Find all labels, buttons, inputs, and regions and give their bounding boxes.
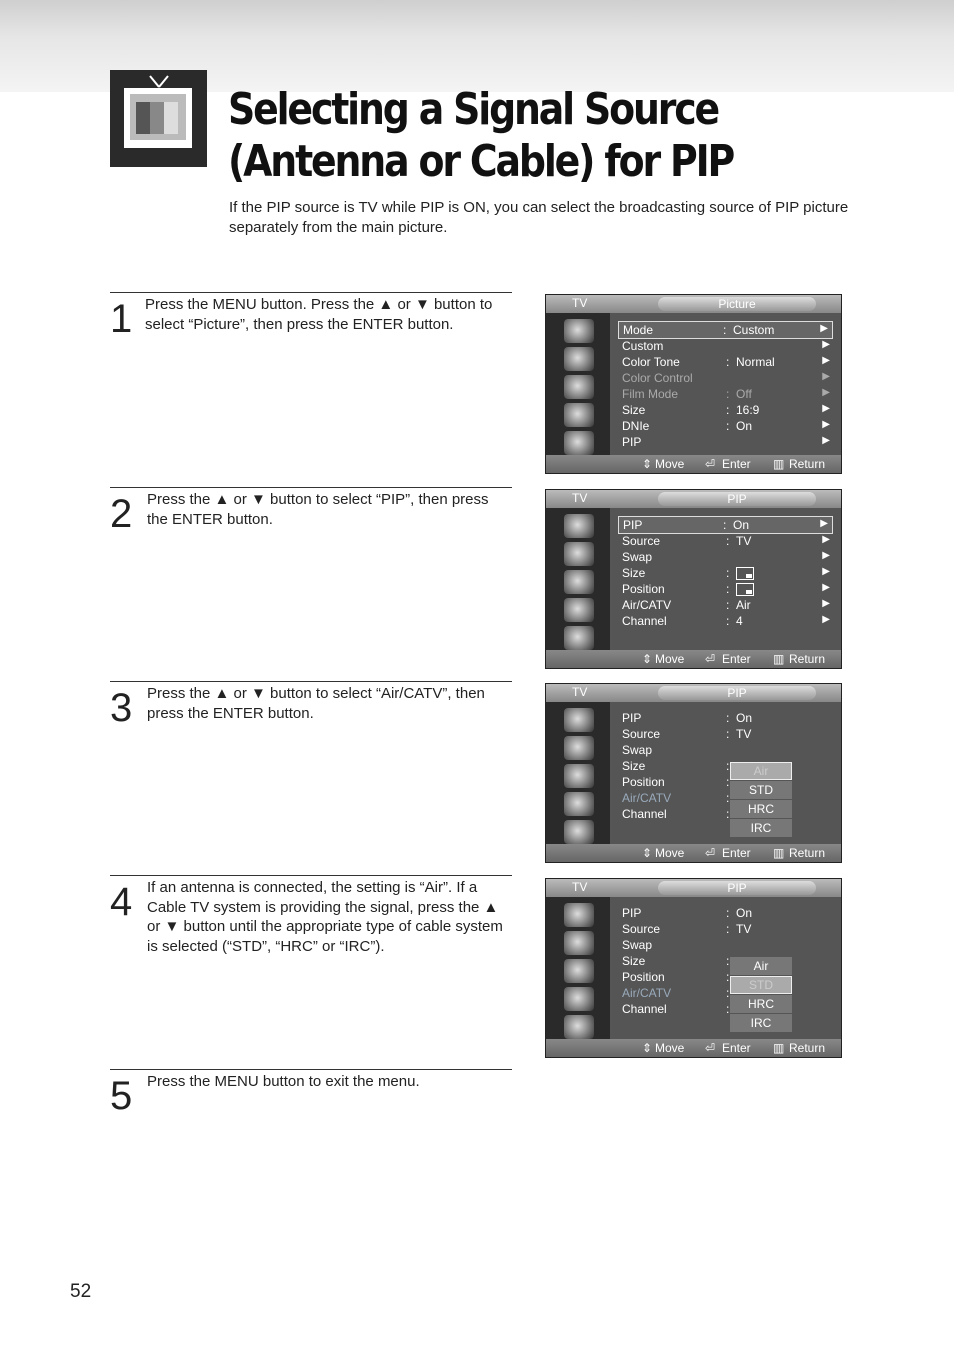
menu-row-size[interactable]: Size : 16:9 ▶: [622, 403, 830, 417]
osd-sidebar: [546, 313, 610, 455]
osd-footer: ⇕ Move ⏎ Enter ▥ Return: [546, 1039, 841, 1057]
menu-row-custom[interactable]: Custom ▶: [622, 339, 830, 353]
move-icon: ⇕: [642, 1041, 653, 1055]
arrow-right-icon: ▶: [822, 419, 830, 430]
step-2: [110, 487, 512, 668]
enter-icon: ⏎: [705, 652, 716, 666]
pip-position-icon: [736, 583, 754, 596]
move-icon: ⇕: [642, 457, 653, 471]
input-icon: [564, 903, 594, 927]
osd-tv-label: TV: [572, 685, 588, 699]
arrow-right-icon: ▶: [822, 566, 830, 577]
step-3: [110, 681, 512, 862]
channel-icon: [564, 987, 594, 1011]
input-icon: [564, 708, 594, 732]
menu-row-mode[interactable]: Mode : Custom ▶: [618, 321, 833, 339]
menu-row-source[interactable]: Source : TV ▶: [622, 534, 830, 548]
option-std[interactable]: STD: [730, 976, 792, 994]
arrow-right-icon: ▶: [820, 323, 828, 334]
arrow-right-icon: ▶: [822, 550, 830, 561]
osd-header: PIP: [658, 686, 816, 700]
arrow-right-icon: ▶: [822, 339, 830, 350]
air-catv-dropdown: [730, 957, 792, 1033]
step-text: Press the ▲ or ▼ button to select “Air/CATV”, then press the ENTER button.: [147, 685, 485, 722]
step-number: 3: [110, 686, 133, 730]
osd-footer: ⇕ Move ⏎ Enter ▥ Return: [546, 844, 841, 862]
option-irc[interactable]: IRC: [730, 819, 792, 837]
menu-row-source[interactable]: Source : TV: [622, 727, 752, 741]
move-icon: ⇕: [642, 652, 653, 666]
picture-icon: [564, 736, 594, 760]
picture-icon: [564, 931, 594, 955]
osd-pip-aircatv-menu: [545, 683, 842, 863]
osd-tv-label: TV: [572, 880, 588, 894]
osd-pip-menu: [545, 489, 842, 669]
osd-header: PIP: [658, 881, 816, 895]
menu-row-size[interactable]: Size :: [622, 954, 730, 968]
channel-icon: [564, 403, 594, 427]
osd-footer: ⇕ Move ⏎ Enter ▥ Return: [546, 455, 841, 473]
menu-row-air-catv[interactable]: Air/CATV :: [622, 986, 730, 1000]
menu-row-dnie[interactable]: DNIe : On ▶: [622, 419, 830, 433]
enter-icon: ⏎: [705, 457, 716, 471]
arrow-right-icon: ▶: [822, 355, 830, 366]
osd-sidebar: [546, 508, 610, 650]
menu-row-air-catv[interactable]: Air/CATV : Air ▶: [622, 598, 830, 612]
step-text: Press the MENU button. Press the ▲ or ▼ button to select “Picture”, then press the ENTER button.: [145, 296, 493, 333]
sound-icon: [564, 764, 594, 788]
menu-row-size[interactable]: Size :: [622, 759, 730, 773]
return-icon: ▥: [773, 652, 785, 666]
return-icon: ▥: [773, 846, 785, 860]
picture-icon: [564, 347, 594, 371]
menu-row-channel[interactable]: Channel : 4 ▶: [622, 614, 830, 628]
tv-icon: [110, 70, 207, 167]
input-icon: [564, 319, 594, 343]
menu-row-source[interactable]: Source : TV: [622, 922, 752, 936]
step-4: [110, 875, 512, 1056]
menu-row-pip[interactable]: PIP ▶: [622, 435, 830, 449]
page-number: 52: [70, 1281, 92, 1302]
arrow-right-icon: ▶: [822, 582, 830, 593]
sound-icon: [564, 570, 594, 594]
arrow-right-icon: ▶: [822, 371, 830, 382]
menu-row-swap[interactable]: Swap: [622, 938, 653, 952]
arrow-right-icon: ▶: [822, 614, 830, 625]
enter-icon: ⏎: [705, 846, 716, 860]
step-1: [110, 292, 512, 473]
menu-row-swap[interactable]: Swap: [622, 743, 653, 757]
pip-size-icon: [736, 567, 754, 580]
sound-icon: [564, 375, 594, 399]
osd-tv-label: TV: [572, 491, 588, 505]
menu-row-position[interactable]: Position : ▶: [622, 582, 830, 596]
step-text: If an antenna is connected, the setting is “Air”. If a Cable TV system is providing the signal, press the ▲ or ▼ button until the appropriate type of cable system is selected (“STD”, “HRC” or “IRC”).: [147, 879, 503, 955]
arrow-right-icon: ▶: [822, 534, 830, 545]
menu-row-swap[interactable]: Swap ▶: [622, 550, 830, 564]
air-catv-dropdown: [730, 762, 792, 838]
menu-row-channel[interactable]: Channel :: [622, 807, 730, 821]
step-text: Press the ▲ or ▼ button to select “PIP”, then press the ENTER button.: [147, 491, 489, 528]
antenna-icon: [146, 74, 172, 90]
menu-row-pip[interactable]: PIP : On: [622, 906, 753, 920]
arrow-right-icon: ▶: [822, 403, 830, 414]
arrow-right-icon: ▶: [820, 518, 828, 529]
picture-icon: [564, 542, 594, 566]
return-icon: ▥: [773, 457, 785, 471]
arrow-right-icon: ▶: [822, 387, 830, 398]
option-air[interactable]: Air: [730, 957, 792, 975]
step-text: Press the MENU button to exit the menu.: [147, 1073, 420, 1090]
step-number: 4: [110, 880, 133, 924]
input-icon: [564, 514, 594, 538]
sound-icon: [564, 959, 594, 983]
step-number: 5: [110, 1074, 133, 1118]
intro-text: If the PIP source is TV while PIP is ON, you can select the broadcasting source of PIP picture separately from the main picture.: [229, 199, 849, 236]
menu-row-film-mode: Film Mode : Off ▶: [622, 387, 830, 401]
option-hrc[interactable]: HRC: [730, 995, 792, 1013]
option-irc[interactable]: IRC: [730, 1014, 792, 1032]
step-number: 2: [110, 492, 133, 536]
option-std[interactable]: STD: [730, 781, 792, 799]
menu-row-channel[interactable]: Channel :: [622, 1002, 730, 1016]
osd-tv-label: TV: [572, 296, 588, 310]
osd-pip-aircatv-std-menu: [545, 878, 842, 1058]
option-air[interactable]: Air: [730, 762, 792, 780]
enter-icon: ⏎: [705, 1041, 716, 1055]
move-icon: ⇕: [642, 846, 653, 860]
menu-row-color-tone[interactable]: Color Tone : Normal ▶: [622, 355, 830, 369]
step-number: 1: [110, 297, 133, 341]
setup-icon: [564, 1015, 594, 1039]
menu-row-air-catv[interactable]: Air/CATV :: [622, 791, 730, 805]
osd-footer: ⇕ Move ⏎ Enter ▥ Return: [546, 650, 841, 668]
osd-sidebar: [546, 702, 610, 844]
setup-icon: [564, 626, 594, 650]
setup-icon: [564, 820, 594, 844]
osd-header: Picture: [658, 297, 816, 311]
channel-icon: [564, 792, 594, 816]
setup-icon: [564, 431, 594, 455]
menu-row-size[interactable]: Size : ▶: [622, 566, 830, 580]
arrow-right-icon: ▶: [822, 598, 830, 609]
menu-row-position[interactable]: Position :: [622, 775, 730, 789]
option-hrc[interactable]: HRC: [730, 800, 792, 818]
menu-row-pip[interactable]: PIP : On ▶: [618, 516, 833, 534]
return-icon: ▥: [773, 1041, 785, 1055]
arrow-right-icon: ▶: [822, 435, 830, 446]
channel-icon: [564, 598, 594, 622]
menu-row-color-control: Color Control ▶: [622, 371, 830, 385]
step-5: [110, 1069, 512, 1130]
page-title: Selecting a Signal Source (Antenna or Cable) for PIP: [228, 84, 734, 187]
osd-picture-menu: [545, 294, 842, 474]
menu-row-pip[interactable]: PIP : On: [622, 711, 753, 725]
osd-sidebar: [546, 897, 610, 1039]
menu-row-position[interactable]: Position :: [622, 970, 730, 984]
osd-header: PIP: [658, 492, 816, 506]
